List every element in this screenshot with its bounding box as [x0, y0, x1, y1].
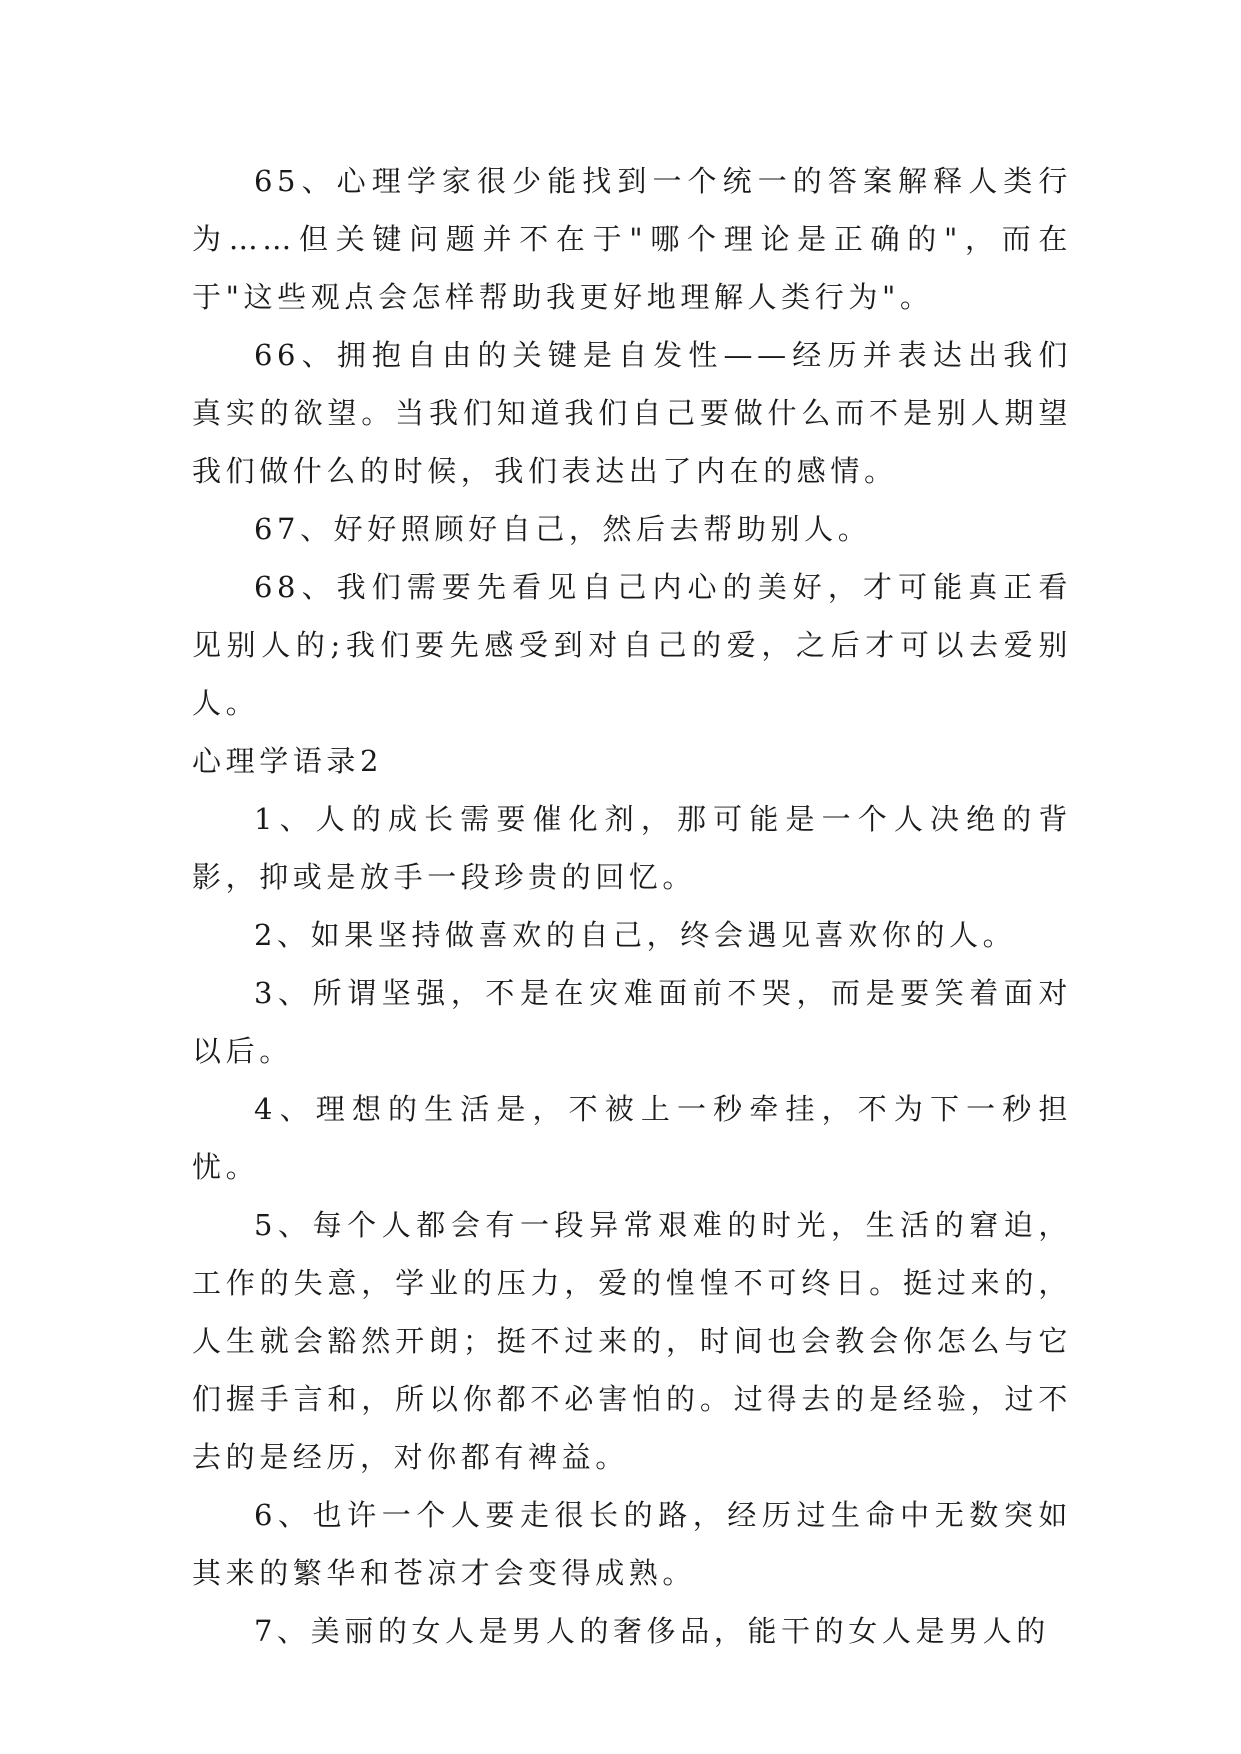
paragraph-1: 1、人的成长需要催化剂，那可能是一个人决绝的背影，抑或是放手一段珍贵的回忆。 — [192, 802, 1072, 894]
paragraph-7: 7、美丽的女人是男人的奢侈品，能干的女人是男人的 — [254, 1614, 1050, 1648]
paragraph-4: 4、理想的生活是，不被上一秒牵挂，不为下一秒担忧。 — [192, 1092, 1072, 1184]
paragraph-2: 2、如果坚持做喜欢的自己，终会遇见喜欢你的人。 — [254, 918, 1017, 952]
paragraph-66: 66、拥抱自由的关键是自发性——经历并表达出我们真实的欲望。当我们知道我们自己要做什么而不是别人期望我们做什么的时候，我们表达出了内在的感情。 — [192, 338, 1072, 488]
paragraph-68: 68、我们需要先看见自己内心的美好，才可能真正看见别人的;我们要先感受到对自己的爱，之后才可以去爱别人。 — [192, 570, 1072, 720]
section-heading: 心理学语录2 — [192, 744, 384, 778]
paragraph-3: 3、所谓坚强，不是在灾难面前不哭，而是要笑着面对以后。 — [192, 976, 1072, 1068]
text-column — [192, 152, 1072, 1660]
paragraph-5: 5、每个人都会有一段异常艰难的时光，生活的窘迫，工作的失意，学业的压力，爱的惶惶不可终日。挺过来的，人生就会豁然开朗；挺不过来的，时间也会教会你怎么与它们握手言和，所以你都不必害怕的。过得去的是经验，过不去的是经历，对你都有裨益。 — [192, 1208, 1072, 1474]
paragraph-6: 6、也许一个人要走很长的路，经历过生命中无数突如其来的繁华和苍凉才会变得成熟。 — [192, 1498, 1072, 1590]
paragraph-65: 65、心理学家很少能找到一个统一的答案解释人类行为……但关键问题并不在于"哪个理论是正确的"，而在于"这些观点会怎样帮助我更好地理解人类行为"。 — [192, 164, 1072, 314]
paragraph-67: 67、好好照顾好自己，然后去帮助别人。 — [254, 512, 872, 546]
